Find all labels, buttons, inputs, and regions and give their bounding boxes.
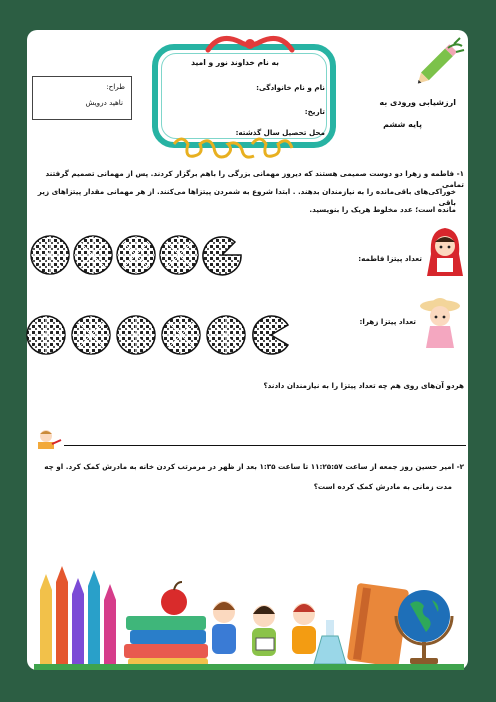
gold-swirl-decoration: [170, 134, 320, 162]
name-label: نام و نام خانوادگی:: [256, 83, 325, 92]
books-apple-icon: [124, 582, 208, 668]
grass-strip: [34, 664, 464, 670]
q2-text-line1: امیر حسین روز جمعه از ساعت ۱۱:۲۵:۵۷ تا ساعت ۱:۳۵ بعد از ظهر در مرمرتب کردن خانه به مادرش کمک کرد. او چه: [44, 462, 455, 471]
writing-girl-icon: [34, 428, 62, 450]
q2-number: ۲-: [456, 462, 464, 471]
pencil-icon: [408, 34, 468, 92]
designer-box: [32, 76, 132, 120]
q2-text-line2: مدت زمانی به مادرش کمک کرده است؟: [313, 482, 452, 491]
pizza-whole-z1: [27, 316, 65, 354]
q2-line1: [32, 461, 464, 472]
answer-line: [64, 445, 466, 446]
school-label: محل تحصیل سال گذشته:: [235, 128, 325, 137]
q1-text-line2: خوراکی‌های باقی‌مانده را به نیازمندان بدهند. . ابتدا شروع به شمردن پیتزاها می‌کنند. از هر مهمانی مقدار پیتزاهای زیر باقی: [37, 187, 456, 208]
school-supplies-illustration: [34, 560, 464, 670]
basmala: به نام خداوند نور و امید: [191, 58, 279, 67]
exam-grade: پایه ششم: [383, 120, 422, 129]
globe-icon: [396, 590, 452, 664]
exam-title: ارزشیابی ورودی به: [379, 98, 456, 107]
pizza-whole-z3: [117, 316, 155, 354]
flask-icon: [314, 620, 346, 664]
girl-hat-icon: [418, 292, 464, 354]
q1-text-line3: مانده است؛ عدد مخلوط هریک را بنویسید.: [309, 205, 456, 214]
zahra-pizza-label: تعداد پیتزا زهرا:: [359, 317, 416, 326]
pizza-whole-z2: [72, 316, 110, 354]
fatemeh-pizzas: [30, 233, 248, 279]
pizza-partial-fatemeh: [203, 237, 241, 275]
pizza-partial-zahra: [253, 316, 288, 354]
date-label: تاریخ:: [304, 107, 325, 116]
designer-name: ناهید درویش: [85, 98, 123, 107]
pizza-whole-4: [160, 236, 198, 274]
pizza-whole-3: [117, 236, 155, 274]
crayons-icon: [40, 566, 116, 666]
girl-red-hood-icon: [425, 224, 465, 278]
q1-number: ۱-: [456, 169, 464, 178]
q1-question: هردو آن‌های روی هم چه تعداد پیتزا را به نیازمندان دادند؟: [263, 381, 464, 390]
q1-text-line1: فاطمه و زهرا دو دوست صمیمی هستند که دیروز مهمانی بزرگی را باهم برگزار کردند. پس از مهمانی تصمیم گرفتند تمامی: [45, 169, 464, 190]
kids-reading-icon: [212, 601, 316, 656]
ribbon-decoration: [200, 30, 300, 56]
designer-label: طراح:: [106, 82, 125, 91]
pizza-whole-2: [74, 236, 112, 274]
fatemeh-pizza-label: تعداد پیتزا فاطمه:: [358, 254, 422, 263]
pizza-whole-1: [31, 236, 69, 274]
pizza-whole-z4: [162, 316, 200, 354]
zahra-pizzas: [26, 313, 296, 359]
pizza-whole-z5: [207, 316, 245, 354]
